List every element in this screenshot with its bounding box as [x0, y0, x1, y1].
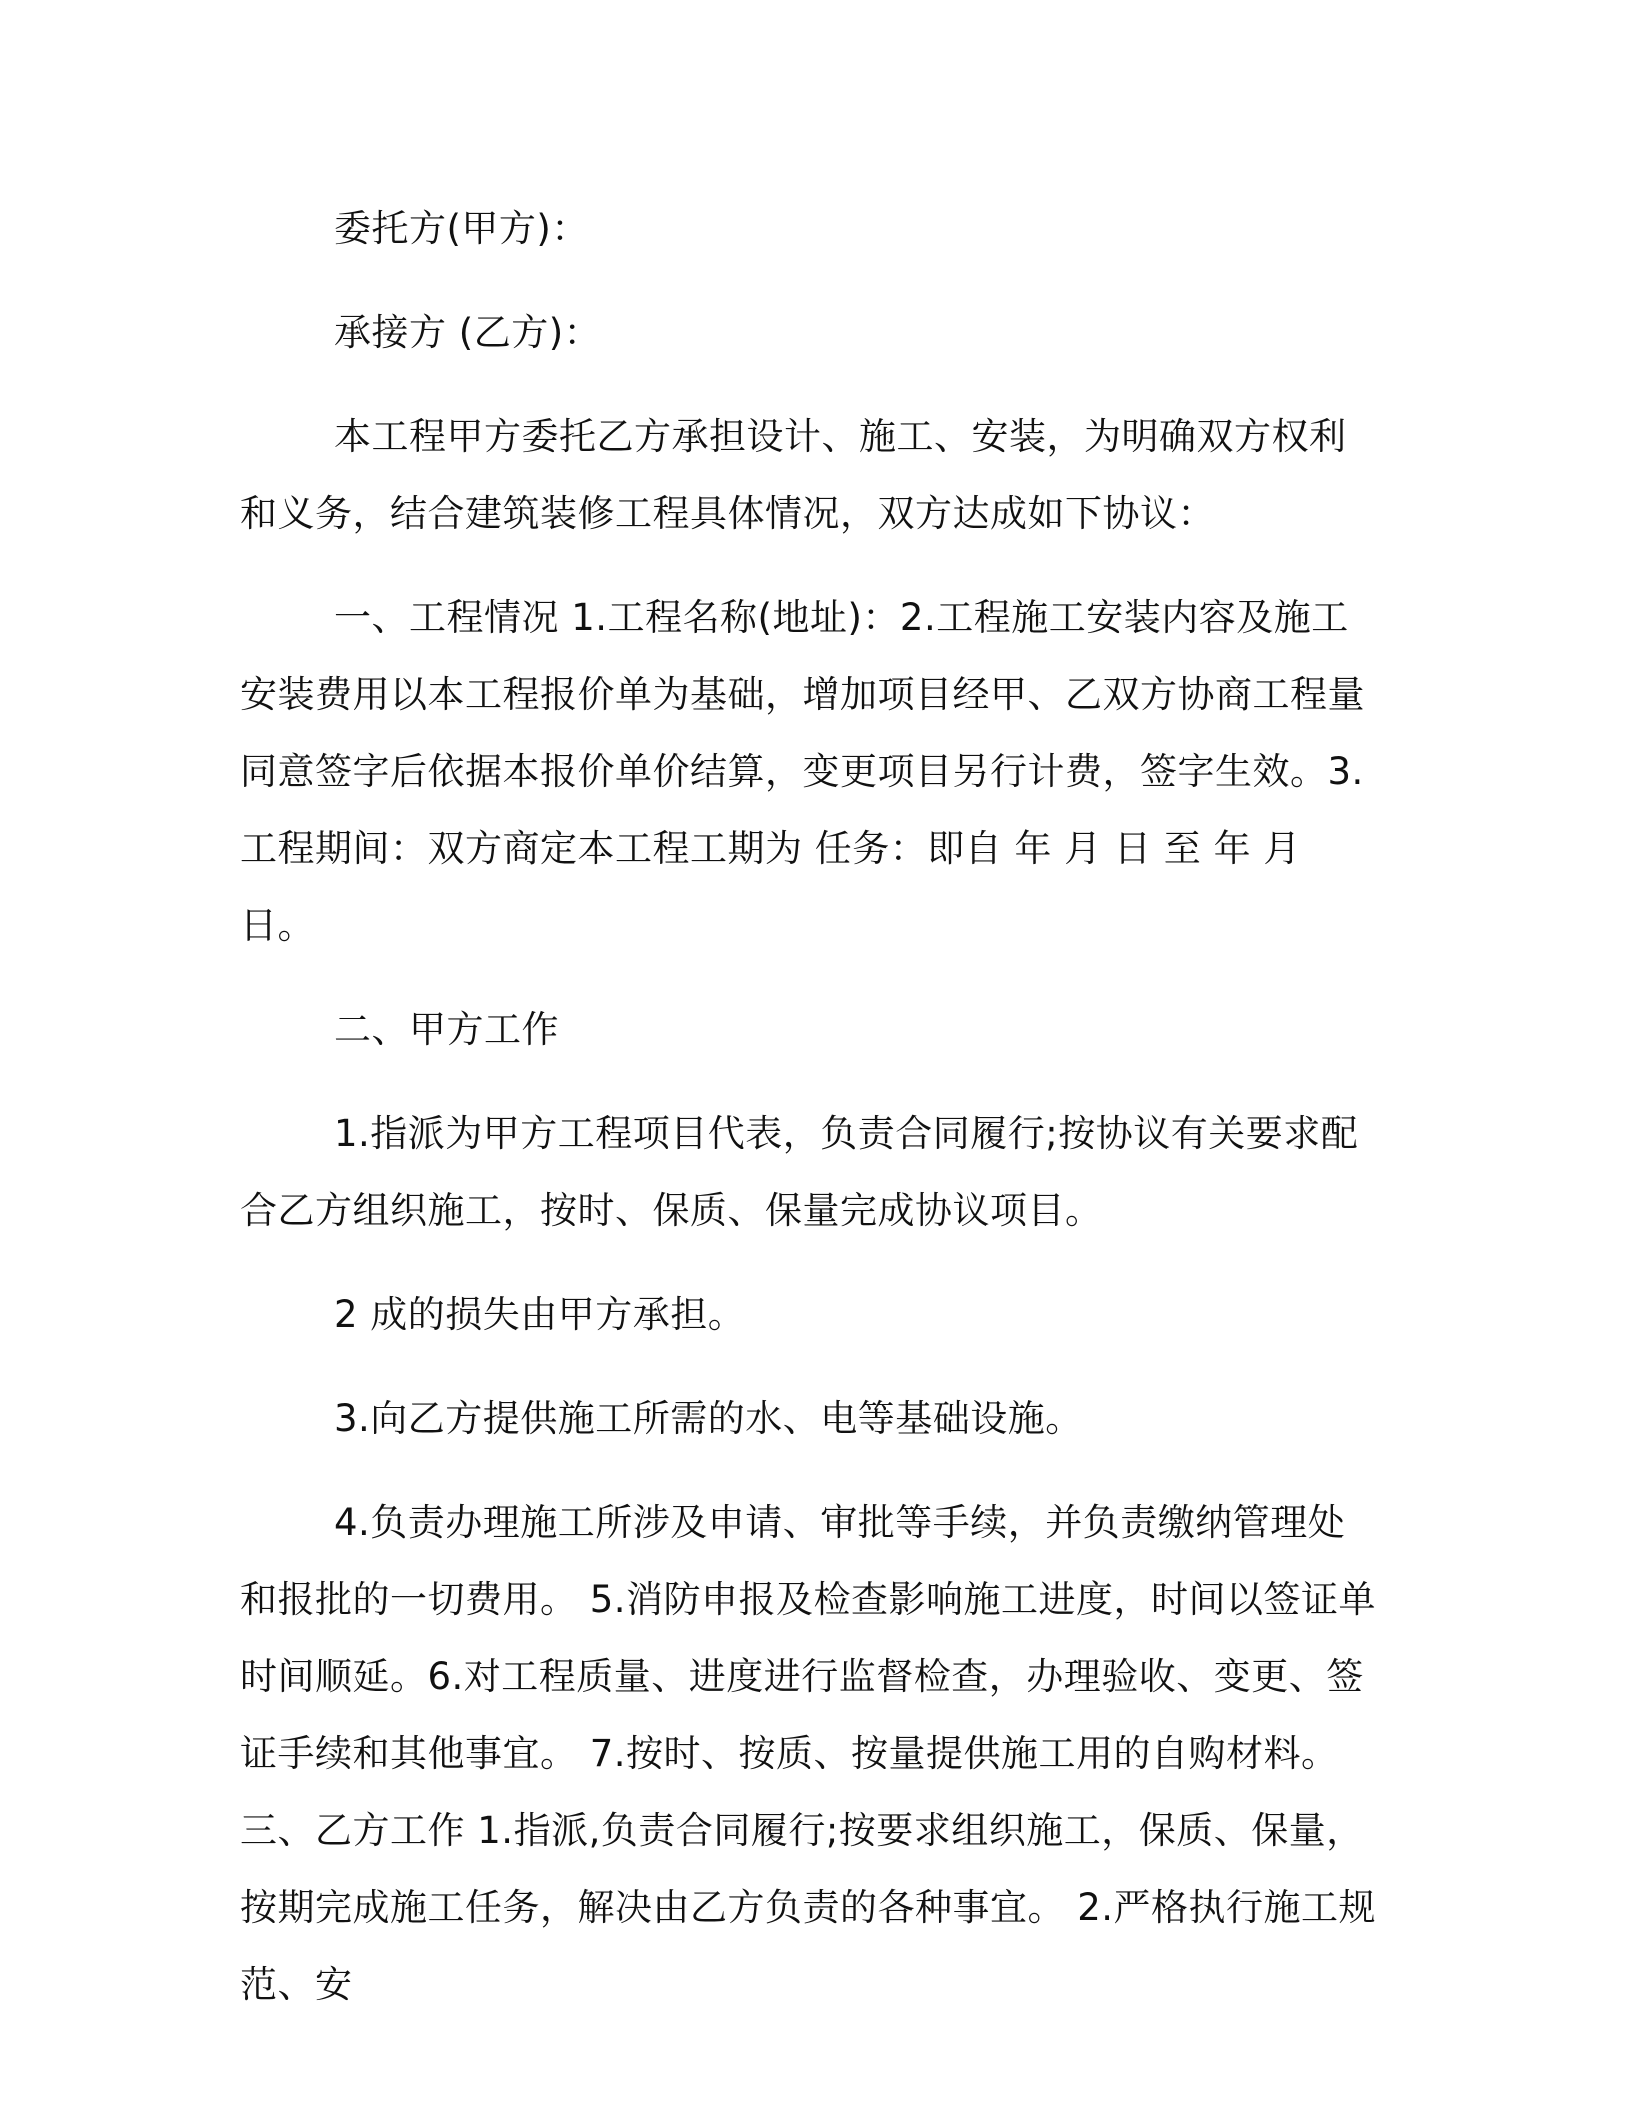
section-2-item-4-onward: 4.负责办理施工所涉及申请、审批等手续，并负责缴纳管理处和报批的一切费用。 5.消防申报及检查影响施工进度，时间以签证单时间顺延。6.对工程质量、进度进行监督检查，办理验收、变更、签证手续和其他事宜。 7.按时、按质、按量提供施工用的自购材料。 三、乙方工作 1.指派,负责合同履行;按要求组织施工，保质、保量，按期完成施工任务，解决由乙方负责的各种事宜。 2.严格执行施工规范、安 [240, 1501, 1377, 2006]
section-1-project-info: 一、工程情况 1.工程名称(地址)：2.工程施工安装内容及施工安装费用以本工程报价单为基础，增加项目经甲、乙双方协商工程量同意签字后依据本报价单价结算，变更项目另行计费，签字生效。3.工程期间：双方商定本工程工期为 任务：即自 年 月 日 至 年 月 日。 [240, 596, 1365, 947]
party-a-line: 委托方(甲方)： [334, 207, 589, 250]
party-b-line: 承接方 (乙方)： [334, 311, 602, 354]
section-2-item-3: 3.向乙方提供施工所需的水、电等基础设施。 [334, 1397, 1083, 1440]
section-2-item-2: 2 成的损失由甲方承担。 [334, 1293, 746, 1336]
section-2-heading: 二、甲方工作 [334, 1008, 559, 1051]
document-body [240, 190, 1380, 2023]
intro-paragraph: 本工程甲方委托乙方承担设计、施工、安装，为明确双方权利和义务，结合建筑装修工程具体情况，双方达成如下协议： [240, 415, 1347, 535]
section-2-item-1: 1.指派为甲方工程项目代表，负责合同履行;按协议有关要求配合乙方组织施工，按时、保质、保量完成协议项目。 [240, 1112, 1359, 1232]
